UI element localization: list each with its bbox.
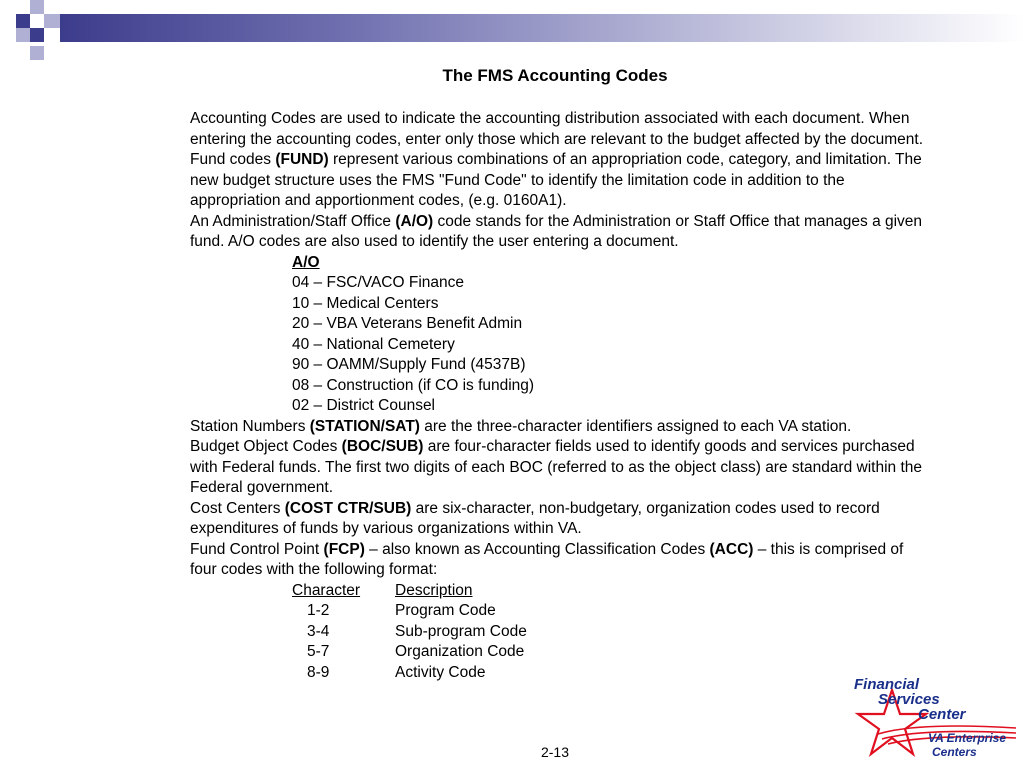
ao-item: 90 – OAMM/Supply Fund (4537B) [292,356,526,373]
fcp-text: Fund Control Point [190,540,324,558]
header-square-1 [16,14,30,28]
logo-line-centers: Centers [932,745,977,759]
header-square-2 [30,0,44,14]
cost-centers-text-rest: are six-character, non-budgetary, organization codes used to record expenditures of funds by various organizations within VA. [190,499,880,537]
format-table [190,581,930,684]
row-description: Sub-program Code [395,622,527,640]
paragraph-boc [190,437,930,499]
fcp-text-rest: – this is comprised of four codes with the following format: [190,540,904,578]
boc-text-rest: are four-character fields used to identify goods and services purchased with Federal funds. The first two digits of each BOC (referred to as the object class) are standard within the Federal government. [190,438,923,496]
ao-item: 40 – National Cemetery [292,335,455,353]
ao-code-label: (A/O) [395,212,434,230]
ao-text-rest: code stands for the Administration or Staff Office that manages a given fund. A/O codes are also used to identify the user entering a document. [190,212,923,250]
logo-line-services: Services [878,691,940,708]
header-square-6 [30,46,44,60]
format-table-row [292,642,930,663]
row-character: 1-2 [307,602,330,619]
logo-line-financial: Financial [854,676,920,693]
logo-line-va-enterprise: VA Enterprise [928,731,1007,745]
header-square-5 [30,28,44,42]
fund-text-rest: represent various combinations of an appropriation code, category, and limitation. The new budget structure uses the FMS "Fund Code" to identify the limitation code in addition to the appropriation and apportionment codes, (e.g. 0160A1). [190,151,922,209]
format-table-row [292,622,930,643]
fund-code-label: (FUND) [275,151,329,168]
header-square-3 [44,14,60,28]
station-text: Station Numbers [190,417,310,435]
cost-centers-code-label: (COST CTR/SUB) [284,499,412,517]
paragraph-ao [190,212,930,253]
format-table-row [292,663,930,684]
paragraph-cost-centers [190,499,930,540]
paragraph-fund [190,150,930,212]
header-character: Character [292,581,361,599]
paragraph-fcp [190,540,930,581]
header-gradient-bar [60,14,1024,42]
row-character: 5-7 [307,643,330,660]
row-character: 8-9 [307,663,330,681]
ao-item: 10 – Medical Centers [292,294,439,312]
ao-item: 08 – Construction (if CO is funding) [292,376,535,394]
fcp-code-label: (FCP) [323,540,365,558]
logo-line-center: Center [918,706,966,723]
station-text-rest: are the three-character identifiers assigned to each VA station. [419,417,852,435]
format-table-header [292,581,930,602]
station-code-label: (STATION/SAT) [309,417,420,435]
fcp-text-mid: – also known as Accounting Classification Codes [364,540,710,558]
format-table-row [292,601,930,622]
ao-text: An Administration/Staff Office [190,212,396,230]
page-number: 2-13 [540,744,570,760]
row-description: Organization Code [395,643,525,660]
paragraph-station [190,417,930,438]
acc-code-label: (ACC) [709,540,754,558]
slide-content [190,109,930,683]
ao-heading: A/O [292,253,320,271]
row-description: Activity Code [395,663,486,681]
header-square-4 [16,28,30,42]
cost-centers-text: Cost Centers [190,499,285,517]
header-description: Description [395,581,473,599]
fsc-logo [848,672,1018,762]
row-description: Program Code [395,602,496,619]
page-title: The FMS Accounting Codes [442,66,668,85]
boc-text: Budget Object Codes [190,438,342,455]
ao-item: 20 – VBA Veterans Benefit Admin [292,315,523,332]
paragraph-intro: Accounting Codes are used to indicate the accounting distribution associated with each document. When entering the accounting codes, enter only those which are relevant to the budget affected by the document. [190,110,924,148]
ao-item: 02 – District Counsel [292,397,436,414]
row-character: 3-4 [307,622,330,640]
fund-text: Fund codes [190,151,276,168]
ao-item: 04 – FSC/VACO Finance [292,274,465,291]
boc-code-label: (BOC/SUB) [341,438,424,455]
